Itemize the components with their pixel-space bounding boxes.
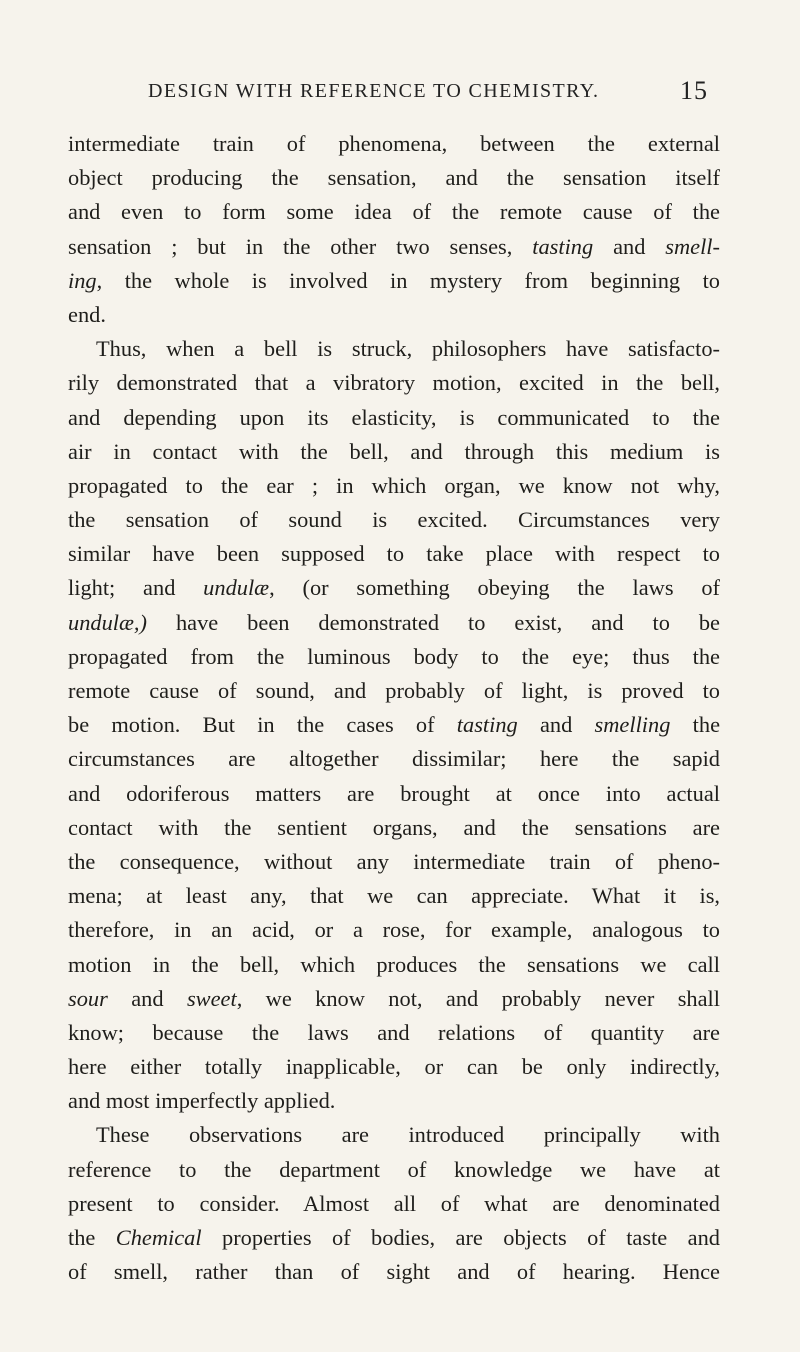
text-line	[68, 503, 720, 537]
text-segment: object producing the sensation, and the sensation itself	[68, 165, 720, 191]
italic-text: undulæ	[203, 575, 270, 601]
text-line	[68, 811, 720, 845]
running-title: DESIGN WITH REFERENCE TO CHEMISTRY.	[148, 80, 600, 102]
text-line	[68, 264, 720, 298]
italic-text: smell-	[665, 233, 720, 259]
text-line	[68, 1050, 720, 1084]
text-line	[68, 913, 720, 947]
text-segment: , we know not, and probably never shall	[236, 985, 720, 1011]
text-line	[68, 879, 720, 913]
page-number: 15	[680, 76, 708, 105]
text-segment: , the whole is involved in mystery from beginning to	[96, 267, 720, 293]
text-segment: mena; at least any, that we can appreciate. What it is,	[68, 883, 720, 909]
italic-text: tasting	[456, 712, 518, 738]
text-line	[68, 435, 720, 469]
text-line	[68, 777, 720, 811]
italic-text: sour	[68, 985, 108, 1011]
text-segment: and	[107, 985, 187, 1011]
text-line	[68, 708, 720, 742]
text-segment: air in contact with the bell, and through this medium is	[68, 438, 720, 464]
text-segment: intermediate train of phenomena, between the external	[68, 131, 720, 156]
text-segment: reference to the department of knowledge we have at	[68, 1156, 720, 1182]
italic-text: undulæ,)	[68, 609, 147, 635]
text-segment: and	[517, 712, 595, 738]
text-line	[68, 401, 720, 435]
text-segment: know; because the laws and relations of quantity are	[68, 1019, 720, 1045]
text-line	[68, 948, 720, 982]
text-segment: , (or something obeying the laws of	[269, 575, 720, 601]
text-line	[68, 332, 720, 366]
text-segment: and most imperfectly applied.	[68, 1088, 336, 1114]
text-line	[68, 606, 720, 640]
body-text	[68, 127, 720, 1289]
text-segment: propagated from the luminous body to the eye; thus the	[68, 643, 720, 669]
text-segment: and odoriferous matters are brought at once into actual	[68, 780, 720, 806]
text-line	[68, 230, 720, 264]
text-segment: light; and	[68, 575, 204, 601]
text-line	[68, 845, 720, 879]
text-line	[68, 571, 720, 605]
text-segment: and depending upon its elasticity, is communicated to the	[68, 404, 720, 430]
text-segment: and	[593, 233, 666, 259]
text-segment: have been demonstrated to exist, and to be	[147, 609, 720, 635]
text-line	[68, 537, 720, 571]
text-line	[68, 161, 720, 195]
text-line	[68, 1187, 720, 1221]
text-line	[68, 982, 720, 1016]
text-segment: end.	[68, 301, 106, 327]
text-line	[68, 366, 720, 400]
text-segment: motion in the bell, which produces the sensations we call	[68, 951, 720, 977]
italic-text: Chemical	[115, 1225, 202, 1250]
text-line	[68, 674, 720, 708]
text-segment: the	[68, 1225, 116, 1250]
text-segment: sensation ; but in the other two senses,	[68, 233, 533, 259]
italic-text: sweet	[186, 985, 237, 1011]
italic-text: tasting	[532, 233, 594, 259]
text-line	[68, 640, 720, 674]
text-line	[68, 469, 720, 503]
text-segment: propagated to the ear ; in which organ, we know not why,	[68, 472, 720, 498]
text-line	[68, 1118, 720, 1152]
text-segment: contact with the sentient organs, and the sensations are	[68, 814, 720, 840]
text-segment: circumstances are altogether dissimilar; here the sapid	[68, 746, 720, 772]
text-segment: These observations are introduced principally with	[96, 1122, 720, 1148]
text-segment: the	[670, 712, 720, 738]
italic-text: ing	[68, 267, 97, 293]
text-segment: similar have been supposed to take place with respect to	[68, 541, 720, 567]
italic-text: smelling	[594, 712, 671, 738]
text-segment: the sensation of sound is excited. Circumstances very	[68, 507, 720, 533]
text-line	[68, 1016, 720, 1050]
text-segment: Thus, when a bell is struck, philosophers have satisfacto-	[96, 336, 720, 362]
text-segment: therefore, in an acid, or a rose, for example, analogous to	[68, 917, 720, 943]
running-head	[148, 76, 708, 110]
text-line	[68, 1084, 720, 1118]
text-segment: properties of bodies, are objects of taste and	[201, 1225, 720, 1250]
text-segment: remote cause of sound, and probably of light, is proved to	[68, 678, 720, 703]
text-line	[68, 298, 720, 332]
text-segment: here either totally inapplicable, or can be only indirectly,	[68, 1054, 720, 1080]
text-line	[68, 1153, 720, 1187]
text-segment: rily demonstrated that a vibratory motion, excited in the bell,	[68, 370, 720, 396]
text-segment: present to consider. Almost all of what are denominated	[68, 1190, 720, 1216]
text-segment: and even to form some idea of the remote cause of the	[68, 199, 720, 225]
text-line	[68, 742, 720, 776]
text-line	[68, 127, 720, 161]
text-segment: of smell, rather than of sight and of hearing. Hence	[68, 1259, 720, 1285]
text-line	[68, 1221, 720, 1255]
text-line	[68, 1255, 720, 1289]
text-segment: the consequence, without any intermediate train of pheno-	[68, 848, 720, 874]
text-segment: be motion. But in the cases of	[68, 712, 457, 738]
text-line	[68, 195, 720, 229]
